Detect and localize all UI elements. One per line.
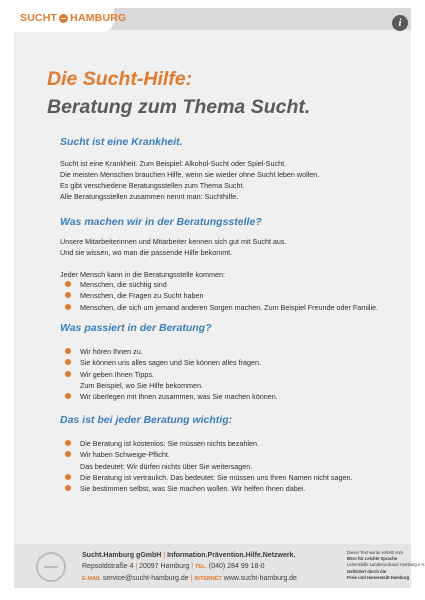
page-title-line1: Die Sucht-Hilfe: — [47, 68, 193, 90]
document-page — [14, 8, 425, 588]
paragraph-line: Jeder Mensch kann in die Beratungsstelle kommen: — [60, 270, 226, 279]
list-item-text: Wir hören Ihnen zu. — [80, 347, 143, 356]
footer-internet-label: INTERNET — [194, 576, 222, 582]
paragraph-line: Die meisten Menschen brauchen Hilfe, wenn sie wieder ohne Sucht leben wollen. — [60, 170, 320, 179]
list-item-text: Wir überlegen mit Ihnen zusammen, was Sie machen können. — [80, 392, 278, 402]
list-item — [80, 472, 352, 483]
list-item — [80, 449, 352, 472]
list-item-text: Sie können uns alles sagen und Sie können alles fragen. — [80, 358, 262, 368]
bullet-dot-icon — [65, 304, 71, 310]
paragraph-line: Es gibt verschiedene Beratungsstellen zum Thema Sucht. — [60, 181, 245, 190]
separator: | — [163, 552, 166, 559]
footer-phone[interactable]: (040) 284 99 18-0 — [208, 563, 265, 570]
separator: | — [135, 563, 138, 570]
logo-tab — [14, 8, 127, 32]
list-item — [80, 279, 378, 290]
bullet-dot-icon — [65, 292, 71, 298]
footer-email-label: E-MAIL — [82, 576, 101, 582]
bullet-dot-icon — [65, 371, 71, 377]
footer-website-link[interactable]: www.sucht-hamburg.de — [223, 575, 297, 582]
section-heading-beratung: Was passiert in der Beratung? — [60, 322, 212, 334]
footer-tel-label: TEL. — [195, 564, 207, 570]
list-item-text: Menschen, die Fragen zu Sucht haben — [80, 291, 204, 301]
list-item-text: Sie bestimmen selbst, was Sie machen wollen. Wir helfen Ihnen dabei. — [80, 484, 306, 494]
list-item-text: Wir geben Ihnen Tipps. — [80, 369, 154, 379]
footer-contact — [82, 550, 297, 585]
section-heading-beratungsstelle: Was machen wir in der Beratungsstelle? — [60, 216, 262, 228]
bullet-dot-icon — [65, 281, 71, 287]
list-item — [80, 346, 278, 357]
list-item-text-continuation: Zum Beispiel, wo Sie Hilfe bekommen. — [80, 380, 204, 390]
logo-text-right: HAMBURG — [70, 12, 127, 24]
footer-city: 20097 Hamburg — [139, 563, 190, 570]
section-heading-wichtig: Das ist bei jeder Beratung wichtig: — [60, 414, 233, 426]
bullet-dot-icon — [65, 451, 71, 457]
logo-text-left: SUCHT — [20, 12, 58, 24]
list-item-text: Menschen, die süchtig sind — [80, 280, 167, 289]
credit-line: Lebenshilfe Landesverband Hamburg e.V. — [347, 562, 425, 568]
separator: | — [191, 563, 194, 570]
footer — [14, 544, 425, 588]
bullet-dot-icon — [65, 348, 71, 354]
list-item-text: Die Beratung ist kostenlos: Sie müssen nichts bezahlen. — [80, 439, 259, 448]
list-item — [80, 302, 378, 313]
footer-credits — [347, 550, 425, 581]
logo-circle-icon — [59, 14, 68, 23]
bullet-list-beratungsstelle — [80, 279, 378, 313]
paragraph-line: Unsere Mitarbeiterinnen und Mitarbeiter kennen sich gut mit Sucht aus. — [60, 237, 287, 246]
footer-street: Repsoldstraße 4 — [82, 563, 134, 570]
list-item-text-continuation: Das bedeutet: Wir dürfen nichts über Sie weitersagen. — [80, 461, 253, 471]
separator: | — [190, 575, 193, 582]
footer-org-name: Sucht.Hamburg gGmbH — [82, 552, 162, 559]
bullet-list-wichtig — [80, 438, 352, 494]
list-item — [80, 369, 278, 392]
bullet-dot-icon — [65, 440, 71, 446]
paragraph-line: Alle Beratungsstellen zusammen nennt man: Suchthilfe. — [60, 192, 239, 201]
section-text-beratungsstelle — [60, 236, 287, 258]
footer-tagline: Information.Prävention.Hilfe.Netzwerk. — [167, 552, 296, 559]
list-item — [80, 391, 278, 402]
bullet-dot-icon — [65, 359, 71, 365]
paragraph-line: Sucht ist eine Krankheit. Zum Beispiel: Alkohol-Sucht oder Spiel-Sucht. — [60, 159, 287, 168]
credit-line: Gefördert durch die — [347, 568, 387, 574]
list-item-text: Die Beratung ist vertraulich. Das bedeutet: Sie müssen uns Ihren Namen nicht sagen. — [80, 472, 353, 482]
list-item — [80, 290, 378, 301]
info-icon: i — [392, 15, 408, 31]
list-item-text: Menschen, die sich um jemand anderen Sorgen machen. Zum Beispiel Freunde oder Familie. — [80, 302, 379, 312]
footer-logo-icon — [36, 552, 66, 582]
section-text-krankheit — [60, 158, 319, 202]
bullet-dot-icon — [65, 485, 71, 491]
footer-email-link[interactable]: service@sucht-hamburg.de — [102, 575, 189, 582]
sucht-hamburg-logo — [20, 12, 126, 24]
list-item-text: Wir haben Schweige-Pflicht. — [80, 450, 170, 460]
list-item — [80, 357, 278, 368]
bullet-dot-icon — [65, 393, 71, 399]
paragraph-line: Und sie wissen, wo man die passende Hilfe bekommt. — [60, 248, 233, 257]
credit-line: Dieser Text wurde erstellt vom — [347, 550, 404, 555]
page-title-line2: Beratung zum Thema Sucht. — [47, 96, 311, 118]
bullet-dot-icon — [65, 474, 71, 480]
section-heading-krankheit: Sucht ist eine Krankheit. — [60, 136, 183, 148]
credit-line: Büro für Leichte Sprache — [347, 556, 398, 562]
list-item — [80, 483, 352, 494]
list-item — [80, 438, 352, 449]
credit-line: Freie und Hansestadt Hamburg — [347, 574, 410, 580]
bullet-list-beratung — [80, 346, 278, 402]
